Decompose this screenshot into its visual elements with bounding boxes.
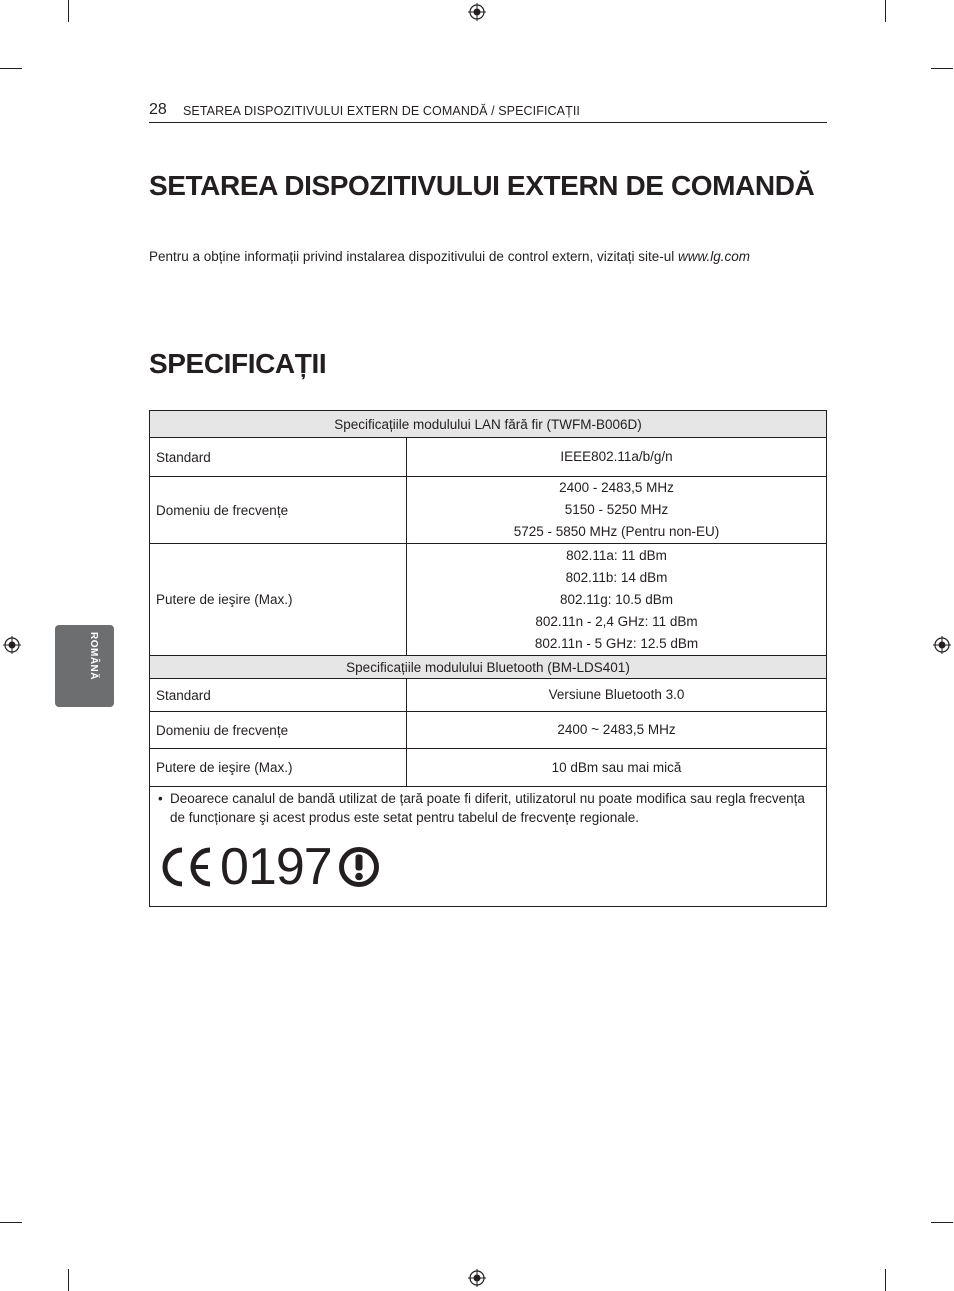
row-label: Putere de ieşire (Max.) (150, 749, 407, 787)
ce-marking (158, 837, 818, 897)
row-value (407, 477, 827, 544)
registration-mark-icon (933, 636, 951, 654)
row-label: Domeniu de frecvențe (150, 712, 407, 749)
value-line: 2400 - 2483,5 MHz (559, 480, 674, 495)
alert-class-icon (338, 846, 380, 888)
section-title-specifications: SPECIFICAȚII (149, 348, 327, 379)
intro-paragraph (149, 249, 750, 264)
note-text: Deoarece canalul de bandă utilizat de țară poate fi diferit, utilizatorul nu poate modifica sau regla frecvența de funcționare şi acest produs este setat pentru tabelul de frecvențe regionale. (170, 791, 805, 825)
crop-mark (931, 1222, 953, 1223)
bluetooth-module-header: Specificațiile modulului Bluetooth (BM-LDS401) (150, 656, 827, 679)
table-section-header (150, 411, 827, 438)
running-header (149, 100, 827, 123)
table-section-header (150, 656, 827, 679)
row-value: Versiune Bluetooth 3.0 (407, 679, 827, 712)
language-tab-label: ROMÂNĂ (88, 632, 99, 680)
crop-mark (68, 1269, 69, 1291)
row-label: Domeniu de frecvențe (150, 477, 407, 544)
registration-mark-icon (468, 1269, 486, 1287)
note-bullet: • (158, 791, 163, 806)
language-tab (55, 625, 114, 707)
value-line: 802.11n - 2,4 GHz: 11 dBm (535, 613, 698, 629)
table-row (150, 679, 827, 712)
section-title-external-control: SETAREA DISPOZITIVULUI EXTERN DE COMANDĂ (149, 170, 815, 201)
value-line: 802.11a: 11 dBm (566, 547, 667, 563)
crop-mark (931, 68, 953, 69)
notified-body-number: 0197 (220, 838, 332, 896)
value-line: 802.11g: 10.5 dBm (559, 591, 674, 607)
value-line: 802.11b: 14 dBm (565, 569, 668, 585)
lg-website-link[interactable]: www.lg.com (678, 249, 751, 264)
running-title: SETAREA DISPOZITIVULUI EXTERN DE COMANDĂ / SPECIFICAȚII (183, 104, 580, 118)
table-row (150, 544, 827, 656)
row-label: Standard (150, 438, 407, 477)
value-line: IEEE802.11a/b/g/n (560, 449, 673, 464)
crop-mark (68, 0, 69, 22)
row-label: Putere de ieşire (Max.) (150, 544, 407, 656)
table-row (150, 438, 827, 477)
row-value (407, 438, 827, 477)
crop-mark (885, 0, 886, 22)
table-row (150, 787, 827, 907)
table-row (150, 712, 827, 749)
row-value: 2400 ~ 2483,5 MHz (407, 712, 827, 749)
specifications-table (149, 410, 827, 907)
registration-mark-icon (3, 636, 21, 654)
intro-text: Pentru a obține informații privind instalarea dispozitivului de control extern, vizitați site-ul (149, 249, 679, 264)
value-line: 5150 - 5250 MHz (564, 502, 669, 517)
row-value: 10 dBm sau mai mică (407, 749, 827, 787)
registration-mark-icon (468, 3, 486, 21)
regulatory-note (158, 789, 818, 827)
crop-mark (885, 1269, 886, 1291)
page-number: 28 (149, 101, 167, 118)
row-value (407, 544, 827, 656)
note-cell (150, 787, 827, 907)
table-row (150, 749, 827, 787)
row-label: Standard (150, 679, 407, 712)
ce-mark-icon (158, 847, 214, 887)
lan-module-header: Specificațiile modulului LAN fără fir (TWFM-B006D) (150, 411, 827, 438)
value-line: 802.11n - 5 GHz: 12.5 dBm (534, 635, 699, 651)
value-line: 5725 - 5850 MHz (Pentru non-EU) (513, 524, 720, 539)
table-row (150, 477, 827, 544)
crop-mark (0, 68, 22, 69)
crop-mark (0, 1222, 22, 1223)
